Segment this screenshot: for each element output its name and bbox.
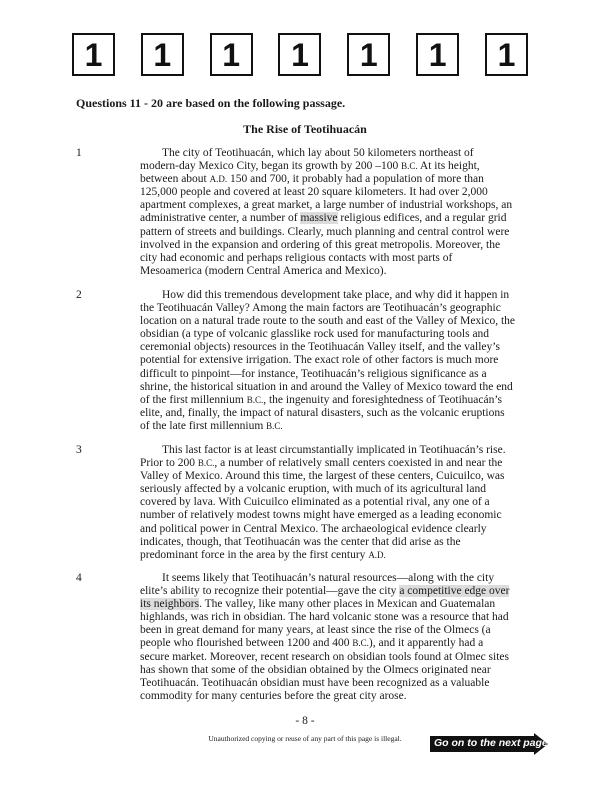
paragraph-text[interactable] bbox=[140, 444, 527, 562]
section-box: 1 bbox=[72, 33, 115, 76]
paragraph-number: 3 bbox=[76, 444, 82, 456]
text-line: How did this tremendous development take place, and why did it happen in bbox=[162, 289, 510, 301]
text-line: potential for extensive irrigation. The exact role of other factors is much more bbox=[140, 354, 499, 367]
text-line: elite, and, finally, the impact of natural disasters, such as the volcanic eruptions bbox=[140, 406, 505, 419]
text-line: apartment complexes, a great market, a large number of industrial workshops, an bbox=[140, 199, 513, 212]
text-line: ceremonial objects) resources in the Teotihuacán Valley itself, and the valley’s bbox=[140, 341, 500, 354]
text-line: indicates, though, that Teotihuacán was the center that did arise as the bbox=[140, 535, 461, 548]
passage-intro: Questions 11 - 20 are based on the following passage. bbox=[76, 96, 346, 110]
text-line: the Teotihuacán Valley? Among the main factors are Teotihuacán’s geographic bbox=[140, 302, 501, 315]
copyright-notice: Unauthorized copying or reuse of any part of this page is illegal. bbox=[208, 734, 402, 743]
text-line: The city of Teotihuacán, which lay about 50 kilometers northeast of bbox=[162, 147, 474, 159]
text-line: shrine, the historical situation in and around the Valley of Mexico toward the end bbox=[140, 380, 513, 393]
paragraph-text[interactable] bbox=[140, 147, 527, 278]
text-line: Prior to 200 B.C., a number of relatively small centers coexisted in and near the bbox=[140, 457, 503, 470]
text-line: involved in the expansion and ordering of this great metropolis. Moreover, the bbox=[140, 238, 501, 251]
section-box: 1 bbox=[141, 33, 184, 76]
text-line: administrative center, a number of massive religious edifices, and a regular grid bbox=[140, 212, 507, 225]
paragraph-number: 1 bbox=[76, 147, 82, 159]
text-line: obsidian (a type of volcanic glasslike rock used for manufacturing tools and bbox=[140, 328, 490, 341]
go-on-label: Go on to the next page bbox=[434, 737, 548, 749]
text-line: number of relatively modest towns might have emerged as a leading economic bbox=[140, 509, 502, 522]
text-line: its neighbors. The valley, like many other places in Mexican and Guatemalan bbox=[140, 598, 496, 611]
text-line: predominant force in the area by the first century A.D. bbox=[140, 548, 386, 561]
paragraph-number: 2 bbox=[76, 289, 82, 301]
text-line: and political power in Central Mexico. The archaeological evidence clearly bbox=[140, 522, 487, 535]
text-line: people who flourished between 1200 and 400 B.C.), and it apparently had a bbox=[140, 637, 484, 650]
text-line: city had economic and perhaps religious contacts with most parts of bbox=[140, 251, 453, 264]
text-line: of the late first millennium B.C. bbox=[140, 419, 283, 432]
text-line: elite’s ability to recognize their potential—gave the city a competitive edge over bbox=[140, 585, 510, 598]
text-line: commodity for many centuries before the great city arose. bbox=[140, 689, 407, 702]
section-number-boxes bbox=[72, 33, 528, 76]
text-line: pattern of streets and buildings. Clearly, much planning and central control were bbox=[140, 225, 510, 238]
paragraph-text[interactable] bbox=[140, 572, 527, 703]
text-line: highlands, was rich in obsidian. The hard volcanic stone was a resource that had bbox=[140, 611, 509, 624]
text-line: been in great demand for many years, at least since the rise of the Olmecs (a bbox=[140, 624, 491, 637]
text-line: secure market. Moreover, recent research on obsidian tools found at Olmec sites bbox=[140, 650, 510, 663]
text-line: location on a natural trade route to the south and east of the Valley of Mexico, the bbox=[140, 315, 516, 328]
text-line: 125,000 people and covered at least 20 square kilometers. It had over 2,000 bbox=[140, 186, 488, 199]
passage-title: The Rise of Teotihuacán bbox=[243, 122, 367, 136]
section-box: 1 bbox=[416, 33, 459, 76]
section-box: 1 bbox=[278, 33, 321, 76]
text-line: This last factor is at least circumstantially implicated in Teotihuacán’s rise. bbox=[162, 444, 506, 456]
paragraph-number: 4 bbox=[76, 572, 82, 584]
highlighted-text: massive bbox=[300, 212, 338, 225]
text-line: Teotihuacán. Teotihuacán obsidian must have been recognized as a valuable bbox=[140, 676, 490, 689]
text-line: between about A.D. 150 and 700, it probably had a population of more than bbox=[140, 173, 484, 186]
section-box: 1 bbox=[485, 33, 528, 76]
text-line: modern-day Mexico City, began its growth by 200 –100 B.C. At its height, bbox=[140, 160, 480, 173]
text-line: has shown that some of the obsidian obtained by the Olmecs originated near bbox=[140, 663, 491, 676]
highlighted-text: a competitive edge over bbox=[399, 585, 510, 598]
paragraph-text[interactable] bbox=[140, 289, 527, 433]
text-line: difficult to pinpoint—for instance, Teotihuacán’s religious significance as a bbox=[140, 367, 487, 380]
page-number: - 8 - bbox=[295, 715, 315, 727]
text-line: of the first millennium B.C., the ingenuity and foresightedness of Teotihuacán’s bbox=[140, 393, 503, 406]
text-line: Valley of Mexico. Around this time, the largest of these centers, Cuicuilco, was bbox=[140, 470, 505, 483]
highlighted-text: its neighbors bbox=[140, 598, 200, 611]
text-line: Mesoamerica (modern Central America and Mexico). bbox=[140, 264, 387, 277]
text-line: covered by lava. With Cuicuilco eliminated as a potential rival, any one of a bbox=[140, 496, 490, 509]
section-box: 1 bbox=[210, 33, 253, 76]
section-box: 1 bbox=[347, 33, 390, 76]
text-line: It seems likely that Teotihuacán’s natural resources—along with the city bbox=[162, 572, 495, 584]
go-on-next-page-arrow[interactable] bbox=[430, 733, 550, 755]
text-line: seriously affected by a volcanic eruption, with much of its agricultural land bbox=[140, 483, 486, 496]
